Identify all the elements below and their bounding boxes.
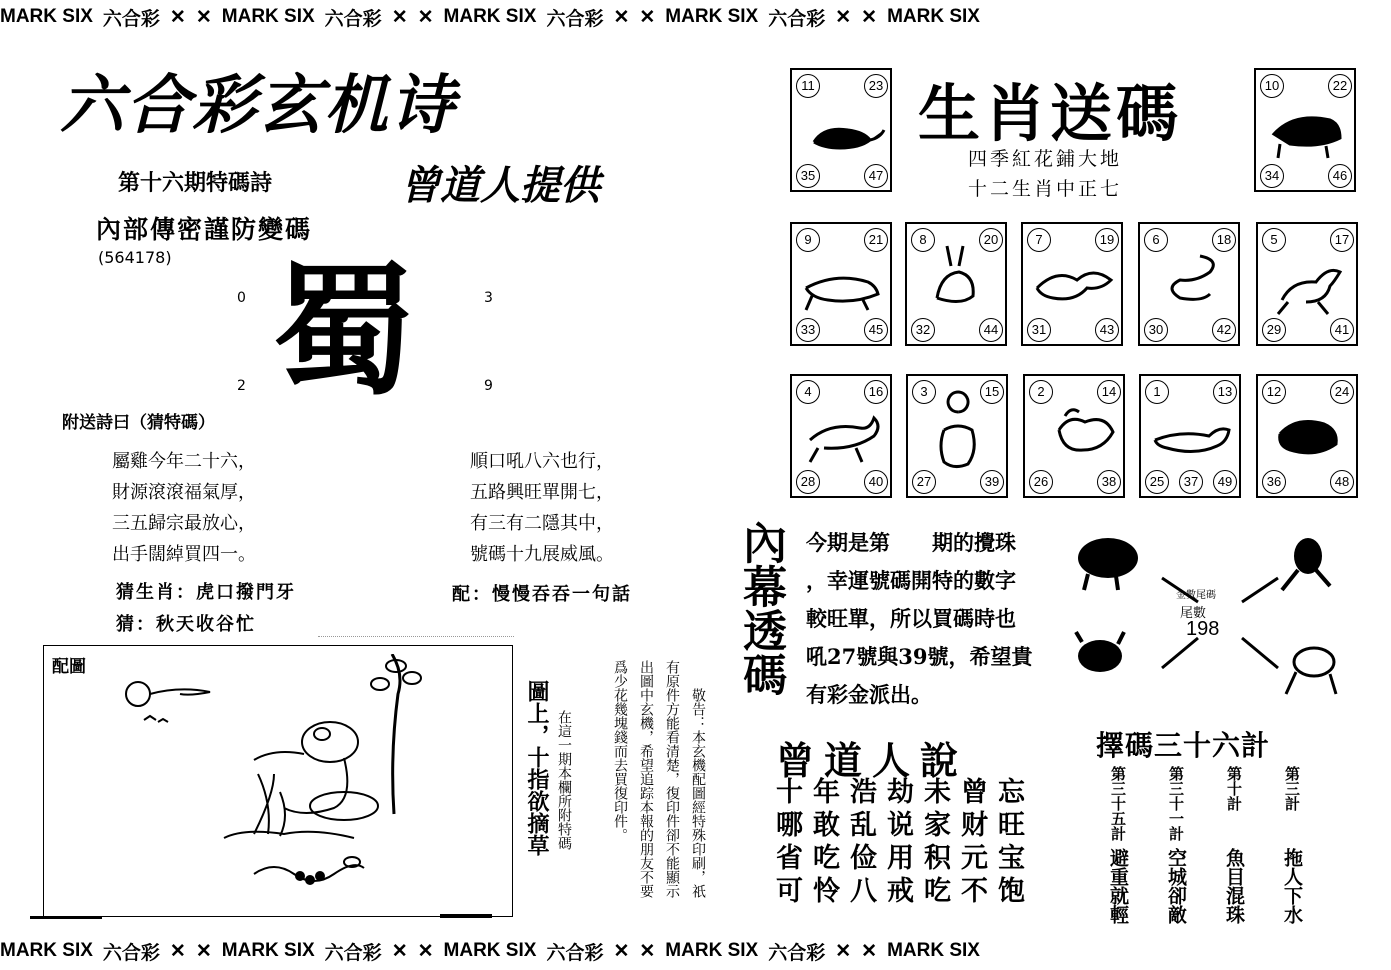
banner-item: ✕ <box>835 6 852 28</box>
poem-heading: 附送詩曰（猜特碼） <box>62 413 215 433</box>
rule-right <box>440 914 492 918</box>
zodiac-card-rabbit <box>905 222 1007 346</box>
picture-caption-b: 在這一期本欄所附特碼 <box>556 710 572 850</box>
zodiac-number: 41 <box>1330 318 1354 342</box>
strategy-label: 第三十五計 <box>1109 766 1127 841</box>
zodiac-number: 16 <box>864 380 888 404</box>
zodiac-number: 27 <box>912 470 936 494</box>
inside-text <box>806 524 1032 714</box>
zodiac-number: 3 <box>912 380 936 404</box>
banner-item: MARK SIX <box>665 940 759 961</box>
banner-item: 六合彩 <box>324 8 382 30</box>
digit-top-left: 0 <box>237 290 246 306</box>
zodiac-card-tiger <box>790 222 892 346</box>
banner-item: ✕ <box>417 6 434 28</box>
inside-text-line: 今期是第 期的攪珠 <box>806 530 1016 555</box>
inside-text-line: 有彩金派出。 <box>806 682 932 707</box>
zodiac-number: 1 <box>1145 380 1169 404</box>
banner-item: MARK SIX <box>443 6 537 27</box>
zodiac-card-ox <box>1254 68 1356 192</box>
poem-line: 三五歸宗最放心， <box>112 513 256 534</box>
notice-column: 出圖中玄機，希望追踪本報的朋友不要 <box>638 660 654 898</box>
strategy-text: 魚目混珠 <box>1223 848 1245 924</box>
frog-illustration <box>104 654 444 906</box>
banner-item: 六合彩 <box>546 942 604 964</box>
zodiac-number: 29 <box>1262 318 1286 342</box>
banner-item: ✕ <box>861 6 878 28</box>
zodiac-number: 34 <box>1260 164 1284 188</box>
zodiac-number: 14 <box>1097 380 1121 404</box>
zodiac-number: 18 <box>1212 228 1236 252</box>
picture-box <box>43 645 513 917</box>
poem-line: 有三有二隱其中， <box>470 513 614 534</box>
zodiac-number: 10 <box>1260 74 1284 98</box>
zodiac-number: 23 <box>864 74 888 98</box>
banner-item: ✕ <box>835 940 852 962</box>
banner-item: MARK SIX <box>887 6 980 27</box>
zodiac-number: 15 <box>980 380 1004 404</box>
tail-sign: 金數尾碼 <box>1176 590 1216 601</box>
zodiac-number: 11 <box>796 74 820 98</box>
strategy-label: 第三十一計 <box>1167 766 1185 841</box>
tail-value: 198 <box>1186 618 1220 640</box>
zodiac-number: 33 <box>796 318 820 342</box>
tail-label: 尾數 <box>1180 606 1207 621</box>
zodiac-card-horse <box>1256 222 1358 346</box>
banner-item: ✕ <box>639 6 656 28</box>
tail-animals <box>1070 522 1370 708</box>
zodiac-number: 32 <box>911 318 935 342</box>
zeng-poem <box>776 776 1035 908</box>
zodiac-card-rooster <box>1023 374 1125 498</box>
poem-left <box>112 446 256 570</box>
strategy-text: 拖人下水 <box>1281 848 1303 924</box>
banner-item: MARK SIX <box>887 940 980 961</box>
inside-text-line: 較旺單，所以買碼時也 <box>806 606 1016 631</box>
zodiac-number: 49 <box>1213 470 1237 494</box>
zeng-line: 可怜八戒吃不饱 <box>776 876 1035 907</box>
banner-item: 六合彩 <box>102 8 160 30</box>
banner-item: ✕ <box>417 940 434 962</box>
banner-item: ✕ <box>169 6 186 28</box>
provider-title: 曾道人提供 <box>400 163 600 209</box>
zodiac-number: 7 <box>1027 228 1051 252</box>
strategy-label: 第三計 <box>1283 766 1301 811</box>
zodiac-card-snake <box>1138 222 1240 346</box>
banner-item: ✕ <box>391 940 408 962</box>
zeng-title: 曾道人說 <box>776 738 969 783</box>
zodiac-card-dragon <box>1021 222 1123 346</box>
zodiac-number: 4 <box>796 380 820 404</box>
zodiac-number: 24 <box>1330 380 1354 404</box>
banner-item: ✕ <box>613 940 630 962</box>
banner-item: ✕ <box>169 940 186 962</box>
banner-item: MARK SIX <box>665 6 759 27</box>
zodiac-number: 26 <box>1029 470 1053 494</box>
zodiac-number: 43 <box>1095 318 1119 342</box>
zodiac-number: 22 <box>1328 74 1352 98</box>
zodiac-number: 31 <box>1027 318 1051 342</box>
picture-label: 配圖 <box>52 657 86 677</box>
banner-item: MARK SIX <box>221 6 315 27</box>
zodiac-number: 38 <box>1097 470 1121 494</box>
zodiac-card-monkey <box>906 374 1008 498</box>
zeng-line: 省吃俭用积元宝 <box>776 843 1035 874</box>
zeng-line: 十年浩劫未曾忘 <box>776 777 1035 808</box>
banner-item: ✕ <box>391 6 408 28</box>
zodiac-number: 20 <box>979 228 1003 252</box>
center-character: 蜀 <box>272 250 414 415</box>
zodiac-number: 21 <box>864 228 888 252</box>
strategy-text: 空城卻敵 <box>1165 848 1187 924</box>
zodiac-number: 46 <box>1328 164 1352 188</box>
banner-item: MARK SIX <box>0 940 93 961</box>
inside-text-line: 吼27號與39號，希望貴 <box>806 644 1033 669</box>
zodiac-line-2: 十二生肖中正七 <box>968 178 1123 200</box>
strategy-title: 擇碼三十六計 <box>1096 729 1271 762</box>
guess-line: 猜：秋天收谷忙 <box>116 614 256 635</box>
zodiac-number: 30 <box>1144 318 1168 342</box>
poem-line: 屬雞今年二十六， <box>112 451 256 472</box>
poem-line: 五路興旺單開七， <box>470 482 614 503</box>
pair-line: 配：慢慢吞吞一句話 <box>452 584 632 605</box>
zodiac-number: 48 <box>1330 470 1354 494</box>
top-banner <box>0 0 1391 34</box>
zodiac-number: 6 <box>1144 228 1168 252</box>
bottom-banner <box>0 934 1391 968</box>
zodiac-number: 40 <box>864 470 888 494</box>
zodiac-number: 13 <box>1213 380 1237 404</box>
zodiac-number: 36 <box>1262 470 1286 494</box>
banner-item: MARK SIX <box>443 940 537 961</box>
banner-item: ✕ <box>861 940 878 962</box>
zeng-line: 哪敢乱说家财旺 <box>776 810 1035 841</box>
zodiac-number: 35 <box>796 164 820 188</box>
poem-line: 出手闊綽買四一。 <box>112 544 256 565</box>
main-title: 六合彩玄机诗 <box>60 69 456 143</box>
notice-block <box>598 660 708 910</box>
secret-line: 內部傳密謹防變碼 <box>96 215 313 244</box>
poem-right <box>470 446 614 570</box>
picture-caption-a: 圖上，十指欲摘草 <box>524 680 550 856</box>
zodiac-number: 17 <box>1330 228 1354 252</box>
banner-item: ✕ <box>195 940 212 962</box>
banner-item: ✕ <box>639 940 656 962</box>
issue-line: 第十六期特碼詩 <box>118 170 273 196</box>
zodiac-number: 45 <box>864 318 888 342</box>
zodiac-number: 42 <box>1212 318 1236 342</box>
zodiac-number: 39 <box>980 470 1004 494</box>
zodiac-number: 2 <box>1029 380 1053 404</box>
banner-item: ✕ <box>195 6 212 28</box>
zodiac-number: 9 <box>796 228 820 252</box>
zodiac-line-1: 四季紅花鋪大地 <box>968 148 1123 170</box>
poem-line: 號碼十九展威風。 <box>470 544 614 565</box>
digit-top-right: 3 <box>484 290 493 306</box>
zodiac-number: 12 <box>1262 380 1286 404</box>
strategy-label: 第十計 <box>1225 766 1243 811</box>
poem-line: 順口吼八六也行， <box>470 451 614 472</box>
zodiac-card-pig <box>1256 374 1358 498</box>
code-number: (564178) <box>98 248 172 267</box>
notice-column: 爲少花幾塊錢而去買復印件。 <box>612 660 628 842</box>
banner-item: 六合彩 <box>546 8 604 30</box>
banner-item: 六合彩 <box>102 942 160 964</box>
zodiac-card-dog <box>1139 374 1241 498</box>
notice-column: 敬告：本玄機配圖經特殊印刷，祇 <box>690 688 706 898</box>
zodiac-number: 5 <box>1262 228 1286 252</box>
banner-item: MARK SIX <box>221 940 315 961</box>
digit-bottom-left: 2 <box>237 378 246 394</box>
digit-bottom-right: 9 <box>484 378 493 394</box>
banner-item: 六合彩 <box>768 942 826 964</box>
zodiac-number: 19 <box>1095 228 1119 252</box>
banner-item: ✕ <box>613 6 630 28</box>
zodiac-title: 生肖送碼 <box>918 77 1183 150</box>
banner-item: 六合彩 <box>768 8 826 30</box>
notice-column: 有原件方能看清楚，復印件卻不能顯示 <box>664 660 680 898</box>
banner-item: 六合彩 <box>324 942 382 964</box>
guess-zodiac: 猜生肖：虎口撥門牙 <box>116 582 296 603</box>
blank-line <box>318 626 514 637</box>
zodiac-card-rat <box>790 68 892 192</box>
strategy-text: 避重就輕 <box>1107 848 1129 924</box>
zodiac-card-goat <box>790 374 892 498</box>
zodiac-number: 47 <box>864 164 888 188</box>
zodiac-number: 8 <box>911 228 935 252</box>
zodiac-number: 44 <box>979 318 1003 342</box>
zodiac-number: 25 <box>1145 470 1169 494</box>
poem-line: 財源滾滾福氣厚， <box>112 482 256 503</box>
banner-item: MARK SIX <box>0 6 93 27</box>
inside-title: 內幕透碼 <box>735 520 786 696</box>
rule-left <box>30 916 102 919</box>
inside-text-line: ，幸運號碼開特的數字 <box>806 568 1016 593</box>
zodiac-number: 28 <box>796 470 820 494</box>
zodiac-number: 37 <box>1179 470 1203 494</box>
